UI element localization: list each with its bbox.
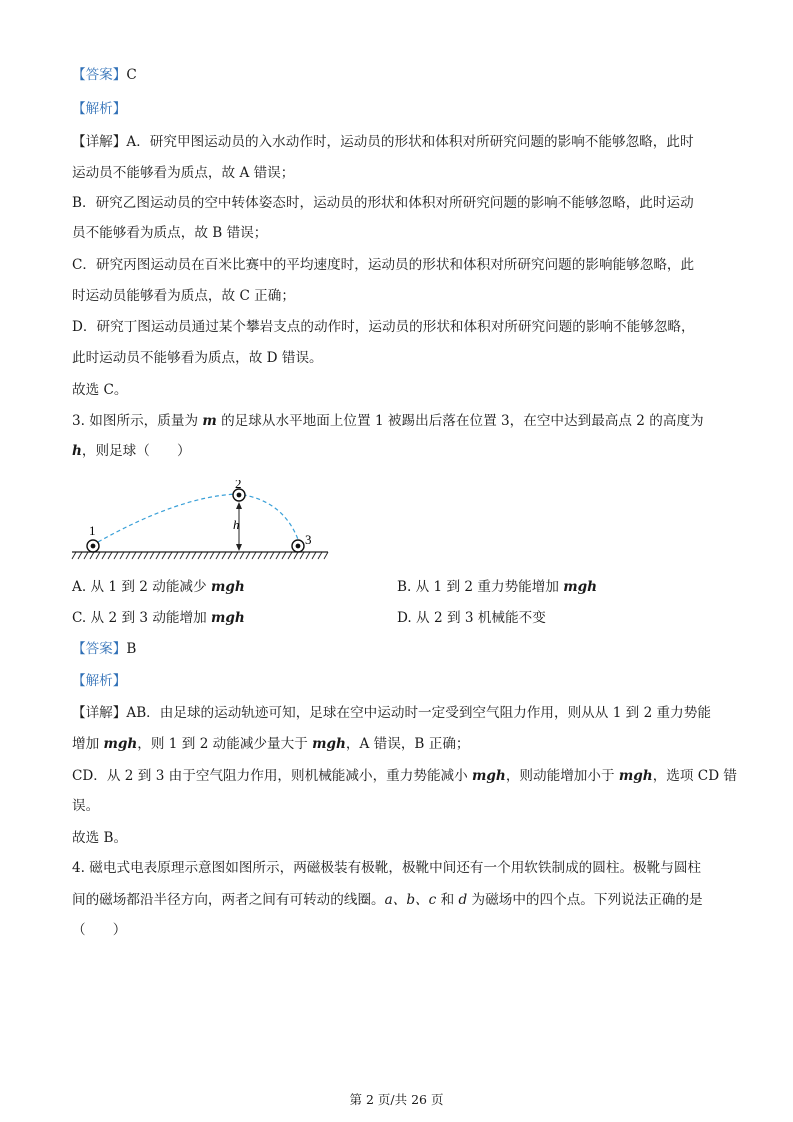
mgh-symbol: mgh xyxy=(563,579,598,595)
q2-detail-line-7: D．研究丁图运动员通过某个攀岩支点的动作时，运动员的形状和体积对所研究问题的影响不能够忽略， xyxy=(72,319,695,335)
mgh-symbol: mgh xyxy=(618,768,653,784)
option-d: D. 从 2 到 3 机械能不变 xyxy=(397,610,546,626)
answer-value: B xyxy=(126,641,137,657)
stem-text: ，则足球（ ） xyxy=(81,443,191,459)
ball-position-1 xyxy=(87,540,99,552)
label-3: 3 xyxy=(305,532,312,547)
detail-text: AB．由足球的运动轨迹可知，足球在空中运动时一定受到空气阻力作用，则从从 1 到 2 重力势能 xyxy=(126,705,711,721)
stem-text: 为磁场中的四个点。下列说法正确的是 xyxy=(467,892,703,908)
detail-text: A．研究甲图运动员的入水动作时，运动员的形状和体积对所研究问题的影响不能够忽略，此时 xyxy=(126,134,694,150)
trajectory-figure xyxy=(70,480,330,580)
stem-text: 3. 如图所示，质量为 xyxy=(72,413,203,429)
height-symbol: h xyxy=(72,443,82,459)
analysis-tag: 【解析】 xyxy=(72,101,127,117)
analysis-tag: 【解析】 xyxy=(72,673,127,689)
stem-text: 间的磁场都沿半径方向，两者之间有可转动的线圈。 xyxy=(72,892,385,908)
detail-text: CD．从 2 到 3 由于空气阻力作用，则机械能减小，重力势能减小 xyxy=(72,768,473,784)
answer-value: C xyxy=(126,67,137,83)
q2-detail-line-1 xyxy=(72,133,694,151)
arrow-head-down xyxy=(236,544,242,551)
option-text: B. 从 1 到 2 重力势能增加 xyxy=(397,579,564,595)
arrow-head-up xyxy=(236,502,242,509)
option-c xyxy=(72,609,245,627)
q2-conclusion: 故选 C。 xyxy=(72,382,128,398)
ground-hatching xyxy=(72,552,328,559)
detail-tag: 【详解】 xyxy=(72,134,127,150)
q3-stem-line-2 xyxy=(72,442,191,460)
detail-text: 增加 xyxy=(72,736,104,752)
q2-detail-line-6: 时运动员能够看为质点，故 C 正确； xyxy=(72,288,295,304)
answer-tag: 【答案】 xyxy=(72,641,127,657)
q2-detail-line-5: C．研究丙图运动员在百米比赛中的平均速度时，运动员的形状和体积对所研究问题的影响能够忽略，此 xyxy=(72,257,695,273)
option-a xyxy=(72,578,245,596)
label-h: h xyxy=(233,517,240,532)
q3-conclusion: 故选 B。 xyxy=(72,830,128,846)
stem-text: 的足球从水平地面上位置 1 被踢出后落在位置 3，在空中达到最高点 2 的高度为 xyxy=(216,413,704,429)
trajectory-curve xyxy=(98,494,299,542)
answer-tag: 【答案】 xyxy=(72,67,127,83)
mgh-symbol: mgh xyxy=(312,736,346,752)
option-text: A. 从 1 到 2 动能减少 xyxy=(72,579,211,595)
mgh-symbol: mgh xyxy=(103,736,138,752)
q2-detail-line-8: 此时运动员不能够看为质点，故 D 错误。 xyxy=(72,350,323,366)
point-symbols: a、b、c xyxy=(384,892,437,908)
point-symbol-d: d xyxy=(458,892,468,908)
q3-detail-line-4: 误。 xyxy=(72,798,100,814)
q3-detail-line-3 xyxy=(72,767,737,785)
q3-detail-line-2 xyxy=(72,735,470,753)
q3-detail-line-1 xyxy=(72,704,711,722)
q2-detail-line-2: 运动员不能够看为质点，故 A 错误； xyxy=(72,165,295,181)
q4-stem-line-2 xyxy=(72,891,703,909)
detail-text: ，则动能增加小于 xyxy=(505,768,619,784)
option-text: C. 从 2 到 3 动能增加 xyxy=(72,610,212,626)
detail-text: ，则 1 到 2 动能减少量大于 xyxy=(137,736,313,752)
detail-tag: 【详解】 xyxy=(72,705,127,721)
mgh-symbol: mgh xyxy=(210,579,245,595)
q2-detail-line-3: B．研究乙图运动员的空中转体姿态时，运动员的形状和体积对所研究问题的影响不能够忽略，此时运动 xyxy=(72,195,694,211)
q3-stem-line-1 xyxy=(72,412,704,430)
label-2: 2 xyxy=(235,480,242,491)
mgh-symbol: mgh xyxy=(211,610,245,626)
q2-detail-line-4: 员不能够看为质点，故 B 错误； xyxy=(72,225,268,241)
label-1: 1 xyxy=(89,523,96,538)
page-footer: 第 2 页/共 26 页 xyxy=(349,1092,444,1107)
option-b xyxy=(397,578,597,596)
q4-stem-line-3: （ ） xyxy=(72,922,127,938)
q3-answer-line xyxy=(72,640,136,658)
mass-symbol: m xyxy=(202,413,217,429)
q2-answer-line xyxy=(72,66,137,84)
ball-position-3 xyxy=(292,540,304,552)
detail-text: ，选项 CD 错 xyxy=(652,768,738,784)
q4-stem-line-1: 4. 磁电式电表原理示意图如图所示，两磁极装有极靴，极靴中间还有一个用软铁制成的圆柱。极靴与圆柱 xyxy=(72,860,702,876)
mgh-symbol: mgh xyxy=(472,768,506,784)
stem-text: 和 xyxy=(436,892,459,908)
detail-text: ，A 错误，B 正确； xyxy=(345,736,470,752)
